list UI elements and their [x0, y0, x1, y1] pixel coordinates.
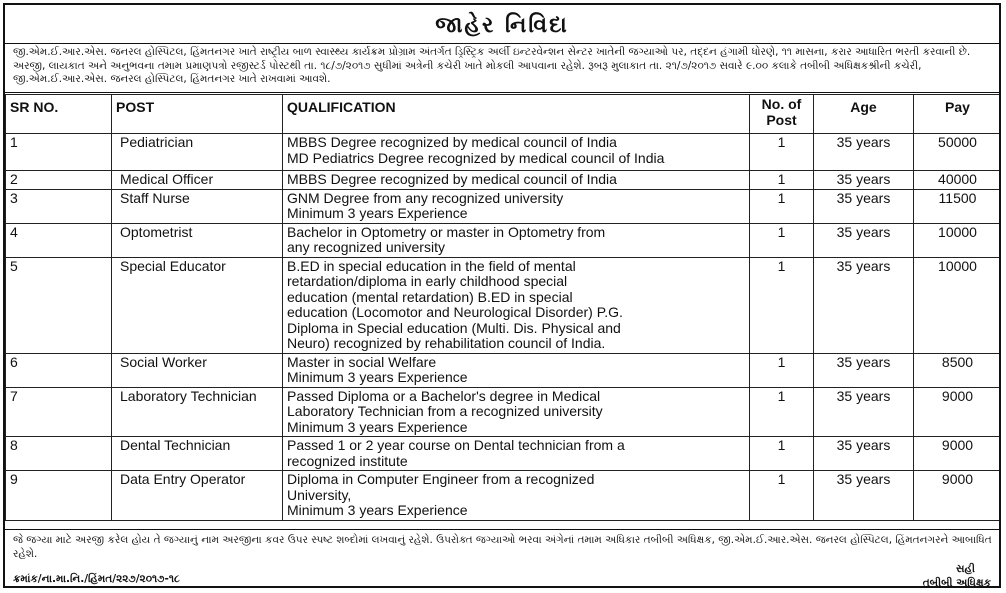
- no-of-post-cell: 1: [750, 257, 814, 353]
- qualification-line: Passed 1 or 2 year course on Dental technician from a: [287, 437, 625, 453]
- qualification-line: education (mental retardation) B.ED in special: [287, 288, 573, 305]
- intro-divider: [5, 92, 999, 93]
- footer-divider: [5, 529, 999, 530]
- notice-title: જાહેર નિવિદા: [435, 13, 569, 38]
- sr-no-cell: 2: [6, 171, 112, 190]
- post-cell: Medical Officer: [112, 171, 283, 190]
- qualification-line: Diploma in Special education (Multi. Dis. Physical and: [287, 319, 621, 336]
- pay-cell: 10000: [914, 257, 1002, 353]
- post-cell: Laboratory Technician: [112, 387, 283, 437]
- no-of-post-cell: 1: [750, 223, 814, 257]
- qualification-cell: [283, 223, 750, 257]
- qualification-cell: [283, 437, 750, 471]
- qualification-line: Minimum 3 years Experience: [287, 418, 468, 435]
- pay-cell: 40000: [914, 171, 1002, 190]
- no-of-post-cell: 1: [750, 353, 814, 387]
- pay-cell: 9000: [914, 471, 1002, 521]
- footer-note: જે જગ્યા માટે અરજી કરેલ હોય તે જગ્યાનું નામ અરજીના કવર ઉપર સ્પષ્ટ શબ્દોમાં લખવાનું રહેશે. ઉપરોક્ત જગ્યાઓ ભરવા અંગેનાં તમામ અધિકાર તબીબી અધિક્ષક, જી.એમ.ઈ.આર.એસ. જનરલ હોસ્પિટલ, હિંમતનગરને આબાધિત રહેશે.: [13, 534, 992, 560]
- table-header-row: [6, 95, 1002, 134]
- age-cell: 35 years: [814, 134, 914, 171]
- vacancy-rows: [6, 134, 1002, 521]
- qualification-line: any recognized university: [287, 239, 445, 255]
- sr-no-cell: 4: [6, 223, 112, 257]
- table-row: [6, 171, 1002, 190]
- qualification-line: University,: [287, 486, 352, 503]
- no-of-post-cell: 1: [750, 171, 814, 190]
- sr-no-cell: 8: [6, 437, 112, 471]
- qualification-cell: [283, 471, 750, 521]
- qualification-line: Diploma in Computer Engineer from a recognized: [287, 471, 595, 487]
- no-of-post-cell: 1: [750, 471, 814, 521]
- no-of-post-cell: 1: [750, 189, 814, 223]
- no-of-post-cell: 1: [750, 387, 814, 437]
- header-qualification: QUALIFICATION: [283, 95, 750, 134]
- qualification-line: Minimum 3 years Experience: [287, 502, 468, 518]
- recruitment-notice: [3, 3, 1001, 588]
- qualification-cell: [283, 353, 750, 387]
- age-cell: 35 years: [814, 189, 914, 223]
- post-cell: Dental Technician: [112, 437, 283, 471]
- post-cell: Social Worker: [112, 353, 283, 387]
- table-row: [6, 189, 1002, 223]
- header-post: POST: [112, 95, 283, 134]
- qualification-line: Bachelor in Optometry or master in Optometry from: [287, 223, 606, 240]
- pay-cell: 50000: [914, 134, 1002, 171]
- header-sr-no: SR NO.: [6, 95, 112, 134]
- qualification-cell: [283, 134, 750, 171]
- pay-cell: 11500: [914, 189, 1002, 223]
- age-cell: 35 years: [814, 257, 914, 353]
- header-pay: Pay: [914, 95, 1002, 134]
- qualification-line: retardation/diploma in early childhood special: [287, 273, 568, 289]
- qualification-line: MBBS Degree recognized by medical council of India: [287, 171, 617, 187]
- no-of-post-cell: 1: [750, 134, 814, 171]
- pay-cell: 9000: [914, 387, 1002, 437]
- vacancy-table: [5, 94, 1001, 521]
- table-row: [6, 223, 1002, 257]
- qualification-line: Laboratory Technician from a recognized university: [287, 403, 603, 419]
- age-cell: 35 years: [814, 223, 914, 257]
- sr-no-cell: 5: [6, 257, 112, 353]
- age-cell: 35 years: [814, 171, 914, 190]
- qualification-line: Master in social Welfare: [287, 353, 437, 370]
- qualification-line: recognized institute: [287, 452, 408, 469]
- table-row: [6, 387, 1002, 437]
- qualification-line: B.ED in special education in the field of mental: [287, 257, 576, 274]
- age-cell: 35 years: [814, 353, 914, 387]
- signatory-title: તબીબી અધિક્ષક: [922, 577, 991, 588]
- qualification-cell: [283, 387, 750, 437]
- qualification-cell: [283, 189, 750, 223]
- header-no-of-post: No. of Post: [750, 95, 814, 134]
- pay-cell: 9000: [914, 437, 1002, 471]
- post-cell: Data Entry Operator: [112, 471, 283, 521]
- qualification-line: MD Pediatrics Degree recognized by medical council of India: [287, 149, 665, 166]
- age-cell: 35 years: [814, 387, 914, 437]
- qualification-cell: [283, 171, 750, 190]
- qualification-line: Passed Diploma or a Bachelor's degree in Medical: [287, 387, 601, 404]
- sr-no-cell: 9: [6, 471, 112, 521]
- notice-intro-paragraph: જી.એમ.ઈ.આર.એસ. જનરલ હોસ્પિટલ, હિંમતનગર ખાતે રાષ્ટ્રીય બાળ સ્વાસ્થ્ય કાર્યક્રમ પ્રોગ્રામ અંતર્ગત ડ્રિસ્ટ્રિક અર્લી ઇન્ટરવેન્શન સેન્ટર ખાતેની જગ્યાઓ પર, તદ્દન હંગામી ધોરણે, ૧૧ માસના, કરાર આધારિત ભરતી કરવાની છે. અરજી, લાયકાત અને અનુભવના તમામ પ્રમાણપત્રો રજીસ્ટર્ડ પોસ્ટથી તા. ૧૮/૭/૨૦૧૭ સુધીમાં અત્રેની કચેરી ખાતે મોકલી આપવાના રહેશે. રૂબરૂ મુલાકાત તા. ૨૧/૭/૨૦૧૭ સવારે ૯.૦૦ કલાકે તબીબી અધિક્ષકશ્રીની કચેરી, જી.એમ.ઈ.આર.એસ. જનરલ હોસ્પિટલ, હિંમતનગર ખાતે રાખવામાં આવશે.: [13, 46, 971, 85]
- qualification-line: education (Locomotor and Neurological Disorder) P.G.: [287, 304, 623, 320]
- post-cell: Special Educator: [112, 257, 283, 353]
- sr-no-cell: 1: [6, 134, 112, 171]
- pay-cell: 8500: [914, 353, 1002, 387]
- title-divider: [5, 43, 999, 44]
- age-cell: 35 years: [814, 437, 914, 471]
- post-cell: Staff Nurse: [112, 189, 283, 223]
- table-row: [6, 134, 1002, 171]
- post-cell: Pediatrician: [112, 134, 283, 171]
- age-cell: 35 years: [814, 471, 914, 521]
- qualification-line: GNM Degree from any recognized university: [287, 189, 564, 206]
- post-cell: Optometrist: [112, 223, 283, 257]
- qualification-cell: [283, 257, 750, 353]
- header-age: Age: [814, 95, 914, 134]
- signature-label: સહી: [956, 563, 975, 575]
- table-row: [6, 471, 1002, 521]
- qualification-line: Neuro) recognized by rehabilitation council of India.: [287, 335, 606, 351]
- sr-no-cell: 7: [6, 387, 112, 437]
- table-row: [6, 353, 1002, 387]
- no-of-post-cell: 1: [750, 437, 814, 471]
- pay-cell: 10000: [914, 223, 1002, 257]
- qualification-line: Minimum 3 years Experience: [287, 369, 468, 385]
- reference-number: ક્રમાંક/ના.મા.નિ./હિંમત/૨૨૭/૨૦૧૭-૧૮: [13, 573, 180, 585]
- qualification-line: Minimum 3 years Experience: [287, 205, 468, 221]
- qualification-line: MBBS Degree recognized by medical council of India: [287, 134, 617, 150]
- sr-no-cell: 6: [6, 353, 112, 387]
- table-row: [6, 437, 1002, 471]
- sr-no-cell: 3: [6, 189, 112, 223]
- table-row: [6, 257, 1002, 353]
